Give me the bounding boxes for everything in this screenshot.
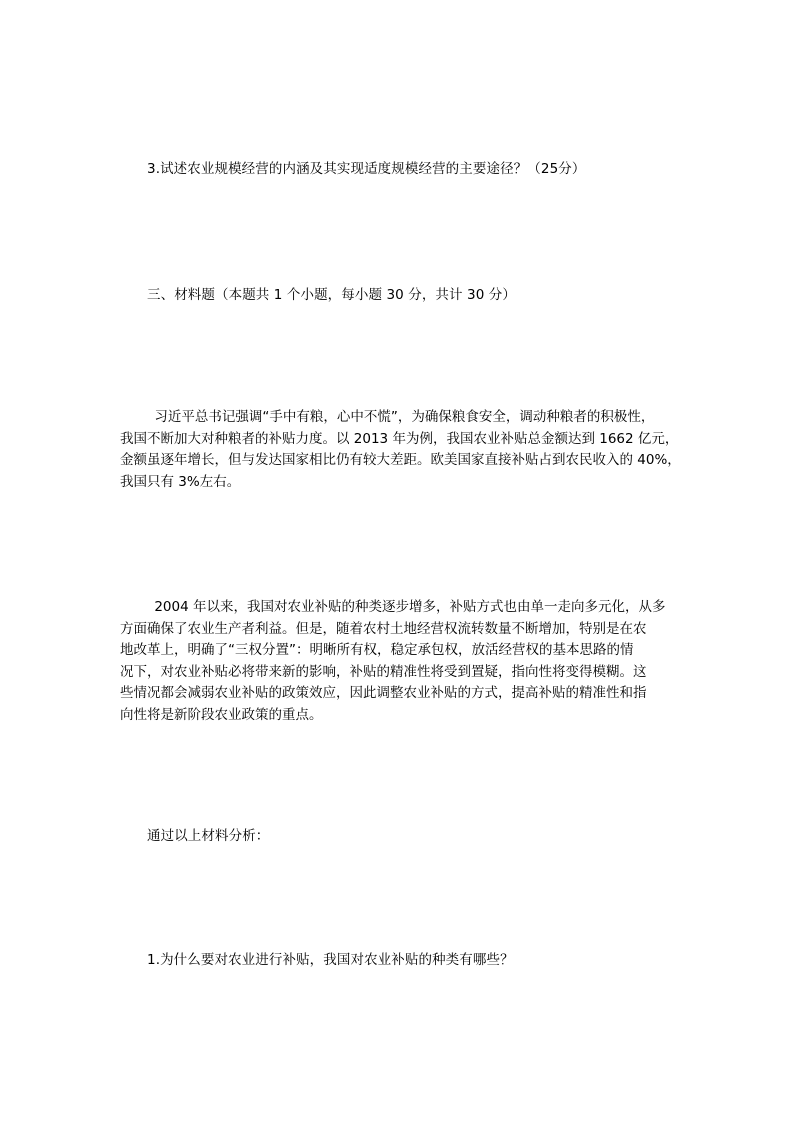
paragraph-2-line: 方面确保了农业生产者利益。但是，随着农村土地经营权流转数量不断增加，特别是在农 xyxy=(120,620,647,637)
analysis-prompt: 通过以上材料分析： xyxy=(147,828,270,844)
material-paragraph-1 xyxy=(120,407,680,493)
paragraph-1-line: 我国不断加大对种粮者的补贴力度。以 2013 年为例，我国农业补贴总金额达到 1662 亿元， xyxy=(120,430,679,447)
paragraph-1-line: 我国只有 3%左右。 xyxy=(120,473,241,490)
paragraph-1-line: 金额虽逐年增长，但与发达国家相比仍有较大差距。欧美国家直接补贴占到农民收入的 40%， xyxy=(120,452,681,468)
paragraph-2-line: 向性将是新阶段农业政策的重点。 xyxy=(120,706,323,723)
subquestion-1: 1.为什么要对农业进行补贴，我国对农业补贴的种类有哪些？ xyxy=(147,952,514,968)
paragraph-1-line: 习近平总书记强调“手中有粮，心中不慌”，为确保粮食安全，调动种粮者的积极性， xyxy=(120,409,655,425)
paragraph-2-line: 地改革上，明确了“三权分置”：明晰所有权，稳定承包权，放活经营权的基本思路的情 xyxy=(120,642,634,658)
section-3-heading: 三、材料题（本题共 1 个小题，每小题 30 分，共计 30 分） xyxy=(147,287,516,303)
material-paragraph-2 xyxy=(120,597,680,726)
paragraph-2-line: 况下，对农业补贴必将带来新的影响，补贴的精准性将受到置疑，指向性将变得模糊。这 xyxy=(120,663,647,680)
question-3: 3.试述农业规模经营的内涵及其实现适度规模经营的主要途径？（25分） xyxy=(147,161,586,177)
paragraph-2-line: 2004 年以来，我国对农业补贴的种类逐步增多，补贴方式也由单一走向多元化，从多 xyxy=(120,599,666,615)
paragraph-2-line: 些情况都会减弱农业补贴的政策效应，因此调整农业补贴的方式，提高补贴的精准性和指 xyxy=(120,685,647,701)
